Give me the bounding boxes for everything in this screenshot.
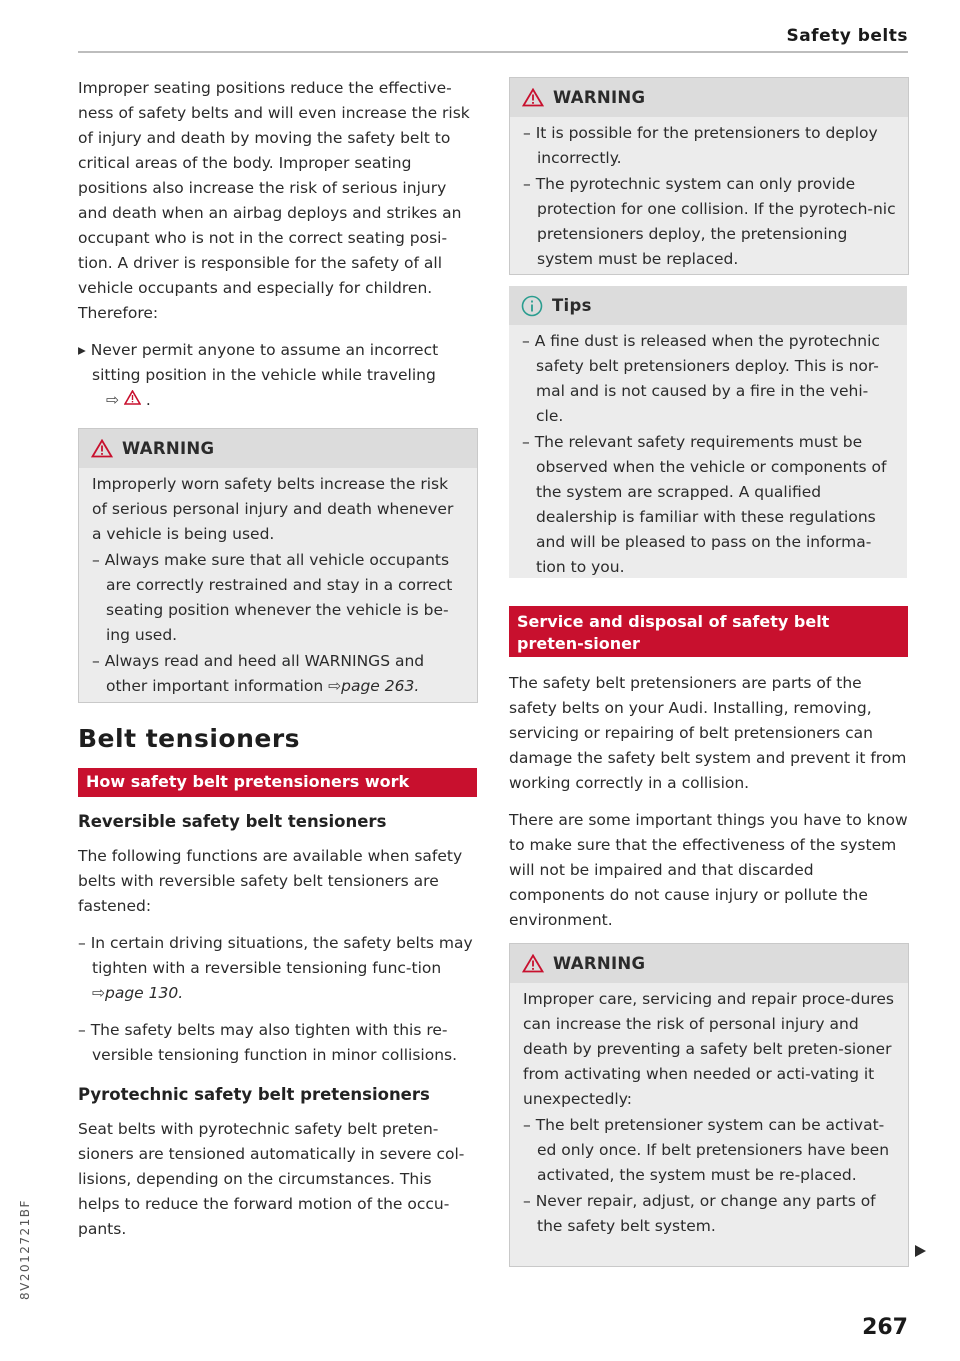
- left-column: [78, 76, 478, 425]
- warning-box-left: [78, 428, 478, 703]
- warning-text: Improperly worn safety belts increase the risk of serious personal injury and death whenever a vehicle is being used.: [92, 475, 454, 543]
- side-code: 8V2012721BF: [18, 1199, 32, 1300]
- tips-title: Tips: [552, 296, 592, 315]
- left-column-lower: [78, 809, 478, 1254]
- bullet-item: ▸ Never permit anyone to assume an incorrect sitting position in the vehicle while traveling ⇨ .: [78, 341, 439, 409]
- warning-header: [510, 78, 908, 117]
- reversible-paragraph: The following functions are available when safety belts with reversible safety belt tensioners are fastened:: [78, 847, 463, 915]
- warning-list-item: – It is possible for the pretensioners to deploy incorrectly.: [523, 124, 878, 167]
- warning-list-item: – Always read and heed all WARNINGS and other important information ⇨page 263.: [92, 652, 425, 695]
- warning-box-right-bottom: [509, 943, 909, 1267]
- tips-header: [509, 286, 907, 325]
- warning-ref-icon[interactable]: [124, 391, 146, 409]
- info-circle-icon: [521, 295, 543, 317]
- section-heading-bar-service: Service and disposal of safety belt preten-sioner: [509, 606, 908, 657]
- warning-body: [510, 117, 908, 278]
- warning-title: WARNING: [553, 954, 646, 973]
- warning-list-item: – Never repair, adjust, or change any parts of the safety belt system.: [523, 1192, 876, 1235]
- continue-arrow-icon[interactable]: [913, 1243, 927, 1262]
- subheading-pyrotechnic: Pyrotechnic safety belt pretensioners: [78, 1085, 430, 1104]
- warning-body: [510, 983, 908, 1245]
- reversible-list-item: – The safety belts may also tighten with this re-versible tensioning function in minor collisions.: [78, 1021, 458, 1064]
- service-paragraph-1: The safety belt pretensioners are parts of the safety belts on your Audi. Installing, removing, servicing or repairing of belt pretensioners can damage the safety belt system and prevent it from working correctly in a collision.: [509, 674, 907, 792]
- warning-title: WARNING: [553, 88, 646, 107]
- tips-box: [509, 286, 907, 578]
- ref-arrow[interactable]: ⇨: [328, 677, 342, 695]
- chapter-heading: Belt tensioners: [78, 724, 301, 753]
- warning-triangle-icon: [522, 954, 544, 973]
- ref-arrow[interactable]: ⇨: [106, 391, 119, 409]
- right-column-text: [509, 671, 909, 945]
- warning-box-right-top: [509, 77, 909, 275]
- service-paragraph-2: There are some important things you have to know to make sure that the effectiveness of the system will not be impaired and that discarded components do not cause injury or pollute the environment.: [509, 811, 908, 929]
- tips-list-item: – A fine dust is released when the pyrotechnic safety belt pretensioners deploy. This is nor-mal and is not caused by a fire in the vehi-cle.: [522, 332, 880, 425]
- tips-body: [509, 325, 907, 586]
- page-number: 267: [862, 1315, 908, 1340]
- page-ref-link[interactable]: page 130.: [105, 984, 184, 1002]
- warning-list-item: – The belt pretensioner system can be activat-ed only once. If belt pretensioners have been activated, the system must be re-placed.: [523, 1116, 890, 1184]
- bullet-marker-icon: ▸: [78, 341, 86, 359]
- warning-header: [510, 944, 908, 983]
- warning-text: Improper care, servicing and repair proce-dures can increase the risk of personal injury and death by preventing a safety belt preten-sioner from activating when needed or acti-vating it unexpectedly:: [523, 990, 894, 1108]
- subheading-reversible: Reversible safety belt tensioners: [78, 812, 387, 831]
- tips-list-item: – The relevant safety requirements must be observed when the vehicle or components of the system are scrapped. A qualified dealership is familiar with these regulations and will be pleased to pass on the informa-tion to you.: [522, 433, 887, 576]
- warning-title: WARNING: [122, 439, 215, 458]
- pyrotechnic-paragraph: Seat belts with pyrotechnic safety belt preten-sioners are tensioned automatically in severe col-lisions, depending on the circumstances. This helps to reduce the forward motion of the occu-pants.: [78, 1120, 465, 1238]
- bullet-text: Never permit anyone to assume an incorrect sitting position in the vehicle while traveling: [90, 341, 439, 384]
- intro-paragraph: Improper seating positions reduce the effective-ness of safety belts and will even increase the risk of injury and death by moving the safety belt to critical areas of the body. Improper seating positions also increase the risk of serious injury and death when an airbag deploys and strikes an occupant who is not in the correct seating posi-tion. A driver is responsible for the safety of all vehicle occupants and especially for children. Therefore:: [78, 79, 470, 322]
- header-rule: [78, 51, 908, 53]
- warning-body: [79, 468, 477, 705]
- reversible-list-item: – In certain driving situations, the safety belts may tighten with a reversible tensioning func-tion ⇨page 130.: [78, 934, 473, 1002]
- section-title: Safety belts: [786, 26, 908, 46]
- warning-triangle-icon: [91, 439, 113, 458]
- warning-list-item: – Always make sure that all vehicle occupants are correctly restrained and stay in a correct seating position whenever the vehicle is be-ing used.: [92, 551, 453, 644]
- ref-arrow[interactable]: ⇨: [92, 984, 105, 1002]
- page-ref-link[interactable]: page 263.: [341, 677, 420, 695]
- warning-triangle-icon: [522, 88, 544, 107]
- warning-header: [79, 429, 477, 468]
- section-heading-bar: How safety belt pretensioners work: [78, 768, 477, 797]
- warning-list-item: – The pyrotechnic system can only provide protection for one collision. If the pyrotech-nic pretensioners deploy, the pretensioning system must be replaced.: [523, 175, 896, 268]
